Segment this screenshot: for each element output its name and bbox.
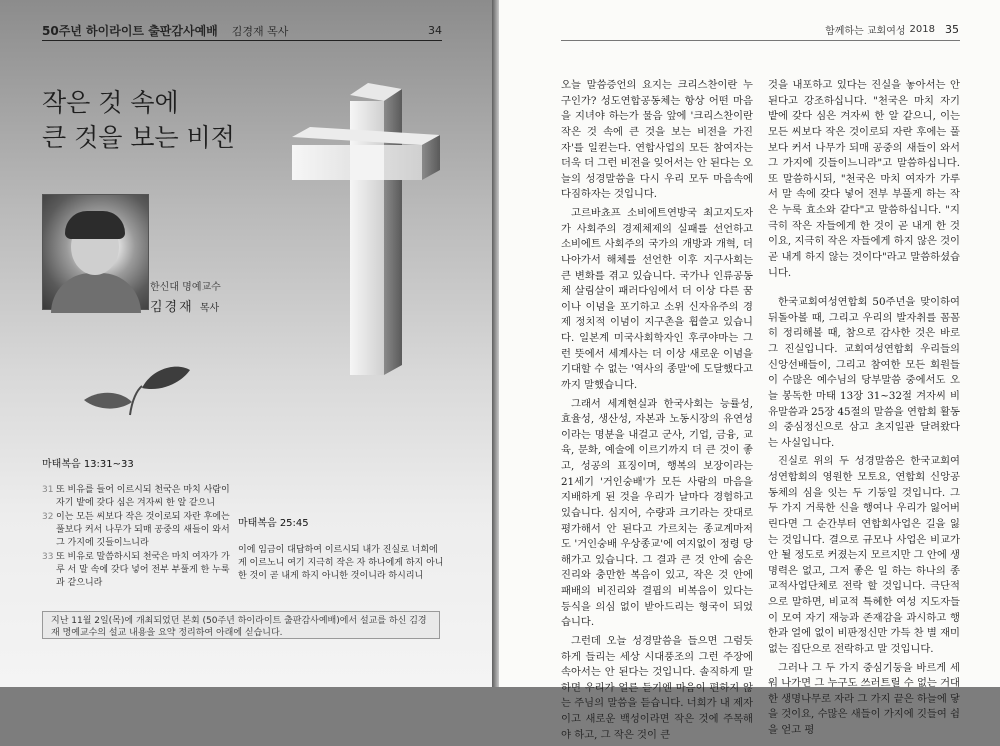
sermon-title-line-2: 큰 것을 보는 비전 <box>42 123 235 152</box>
scripture-reference-2: 마태복음 25:45 <box>238 518 309 529</box>
verse-line <box>42 511 236 550</box>
header-magazine-title: 함께하는 교회여성 <box>825 26 906 37</box>
header-rule <box>42 40 442 41</box>
body-column-2 <box>768 78 960 742</box>
header-section-title: 50주년 하이라이트 출판감사예배 <box>42 24 218 38</box>
author-name: 김경재 <box>150 300 194 315</box>
body-paragraph: 그런데 오늘 성경말씀을 들으면 그럼듯하게 들리는 세상 시대풍조의 그런 주장에 속아서는 안 된다는 것입니다. 솔직하게 말하면 우리가 얼른 듣기엔 마음이 편하지 않는 주님의 말씀을 듣습니다. 너희가 내 제자이고 새로운 백성이라면 작은 것에 주목해야 하고, 그 작은 것이 큰 <box>561 634 754 741</box>
header-rule <box>561 40 960 41</box>
header-author: 김경재 목사 <box>231 24 289 38</box>
page-number-left: 34 <box>428 24 442 37</box>
body-paragraph: 한국교회여성연합회 50주년을 맞이하여 뒤돌아볼 때, 그리고 우리의 발자취를 꼼꼼히 정리해볼 때, 참으로 감사한 것은 바로 그 진실입니다. 교회여성연합회 우리들의 신앙선배들이, 그리고 참여한 모든 회원들이 수많은 예수님의 당부말씀 중에서도 오늘 봉독한 마태 13장 31~32절 겨자씨 비유말씀과 25장 45절의 말씀을 연합회 활동의 중심정신으로 삼고 초지일관 달려왔다는 사실입니다. <box>768 296 960 449</box>
author-photo <box>42 194 149 310</box>
verse-number: 33 <box>42 552 54 562</box>
body-paragraph: 것을 내포하고 있다는 진실을 놓아서는 안 된다고 강조하십니다. "천국은 마치 자기 밭에 갖다 심은 겨자씨 한 알 같으니, 이는 모든 씨보다 작은 것이로되 자란 후에는 풀보다 커서 나무가 되매 공중의 새들이 와서 그 가지에 깃들이느니라"고 말씀하십니다. 또 말씀하시되, "천국은 마치 여자가 가루 서 말 속에 갖다 넣어 전부 부풀게 하는 작은 누룩 효소와 같다"고 말씀하십니다. "지극히 작은 자들에게 한 것이 곧 내게 한 것이요, 지극히 작은 자들에게 하지 않은 것이 곧 내게 하지 않는 것이다"라고 말씀하셨습니다. <box>768 79 961 279</box>
author-title: 목사 <box>199 303 220 314</box>
verse-text: 또 비유로 말씀하시되 천국은 마치 여자가 가루 서 말 속에 갖다 넣어 전부 부풀게 한 누룩과 같으니라 <box>56 552 230 588</box>
author-affiliation: 한신대 명예교수 <box>150 282 221 293</box>
right-page-header <box>559 22 959 37</box>
body-paragraph: 진실로 위의 두 성경말씀은 한국교회여성연합회의 영원한 모토요, 연합회 신앙공동체의 심을 잇는 두 기둥일 것입니다. 그 두 가지 거룩한 신을 행여나 우리가 잃어버린다면 그 순간부터 연합회사업은 길을 잃는 것입니다. 결으로 규모나 사업은 비교가 안 될 정도로 커졌는지 모르지만 그 안에 생명력은 없고, 그저 좋은 일 하는 하나의 종교적사업단체로 전락 할 것입니다. 극단적으로 말하면, 비교적 특혜한 여성 지도자들이 모여 자기 재능과 존재감을 과시하고 행한과 얼에 없이 비판정신만 가득 찬 별 재미없는 집단으로 전락하고 말 것입니다. <box>768 455 961 655</box>
body-paragraph: 그러나 그 두 가지 중심기둥을 바르게 세워 나가면 그 누구도 쓰러트릴 수 없는 거대한 생명나무로 자라 그 가지 끝은 하늘에 닿을 것이요, 수많은 새들이 가지에 깃들여 쉼을 얻고 평 <box>768 661 961 736</box>
verse-number: 31 <box>42 485 54 495</box>
body-paragraph: 그래서 세계현실과 한국사회는 능률성, 효율성, 생산성, 자본과 노동시장의 유연성이라는 명분을 내걸고 군사, 기업, 금융, 교육, 문화, 예술에 이르기까지 더 큰 것이 좋고, 성공의 표징이며, 행복의 보장이라는 21세기 '거인숭배'가 모든 사람의 마음을 지배하게 된 것을 우리가 날마다 경험하고 있습니다. 심지어, 수량과 크기라는 잣대로 평가해서 안 된다고 가르치는 종교계마저도 '거인숭배 우상종교'에 여지없이 정령 당해가고 있습니다. 그 결과 큰 것 안에 숨은 진리와 충만한 복음이 있고, 작은 것 안에 패배의 비진리와 결핍의 비복음이 있다는 등식을 의심 없이 받아드리는 형국이 되었습니다. <box>561 397 753 629</box>
verse-line <box>42 484 236 510</box>
body-paragraph: 오늘 말씀증언의 요지는 크리스찬이란 누구인가? 성도연합공동체는 항상 어떤 마음을 지녀야 하는가 물음 앞에 '크리스찬이란 작은 것 속에 큰 것을 보는 비전을 가진 자'를 일컫는다. 연합사업의 모든 참여자는 더욱 더 그런 비전을 잊어서는 안 된다는 오늘의 성경말씀을 다시 우리 모두 마음속에 다짐하자는 것입니다. <box>561 79 754 201</box>
verse-text: 이는 모든 씨보다 작은 것이로되 자란 후에는 풀보다 커서 나무가 되매 공중의 새들이 와서 그 가지에 깃들이느니라 <box>56 512 230 548</box>
verse-number: 32 <box>42 512 54 522</box>
page-gutter <box>492 0 499 687</box>
body-column-1 <box>561 78 753 746</box>
author-byline <box>150 296 219 315</box>
header-year: 2018 <box>909 24 935 35</box>
scripture-verse-2: 이에 임금이 대답하여 이르시되 내가 진실로 너희에게 이르노니 여기 지극히 작은 자 하나에게 하지 아니한 것이 곧 내게 하지 아니한 것이니라 하시리니 <box>238 545 444 581</box>
seedling-image <box>82 360 202 420</box>
right-page <box>499 0 1000 741</box>
verse-text: 또 비유를 들어 이르시되 천국은 마치 사람이 자기 밭에 갖다 심은 겨자씨 한 알 같으니 <box>56 485 230 508</box>
body-paragraph: 고르바쵸프 소비에트연방국 최고지도자가 사회주의 경제체제의 실패를 선언하고 소비에트 사회주의 국가의 개방과 개혁, 더 나아가서 해체를 선언한 이후 지구사회는 큰 변화를 겪고 있습니다. 국가나 인류공동체 살림살이 패러다임에서 더 이상 다른 꿈이나 이념을 포기하고 소위 신자유주의 경제 정치적 이념이 지구촌을 휩쓸고 있습니다. 일본계 미국사회학자인 후쿠야마는 그런 뜻에서 세계사는 더 이상 새로운 이념을 기대할 수 없는 '역사의 종말'에 도달했다고 까지 말했습니다. <box>561 207 753 391</box>
verse-line <box>42 551 236 590</box>
editor-note-box: 지난 11월 2일(목)에 개최되었던 본회 (50주년 하이라이트 출판감사예배)에서 설교를 하신 김경재 명예교수의 설교 내용을 요약 정리하여 아래에 싣습니다. <box>42 611 440 639</box>
sermon-title-line-1: 작은 것 속에 <box>42 88 179 117</box>
scripture-reference-1: 마태복음 13:31~33 <box>42 459 134 470</box>
left-page <box>0 0 492 687</box>
left-page-header <box>42 22 442 39</box>
wooden-cross-image <box>290 75 450 375</box>
page-number-right: 35 <box>945 23 959 36</box>
scripture-verses-1 <box>42 484 236 591</box>
sermon-title <box>42 85 235 155</box>
